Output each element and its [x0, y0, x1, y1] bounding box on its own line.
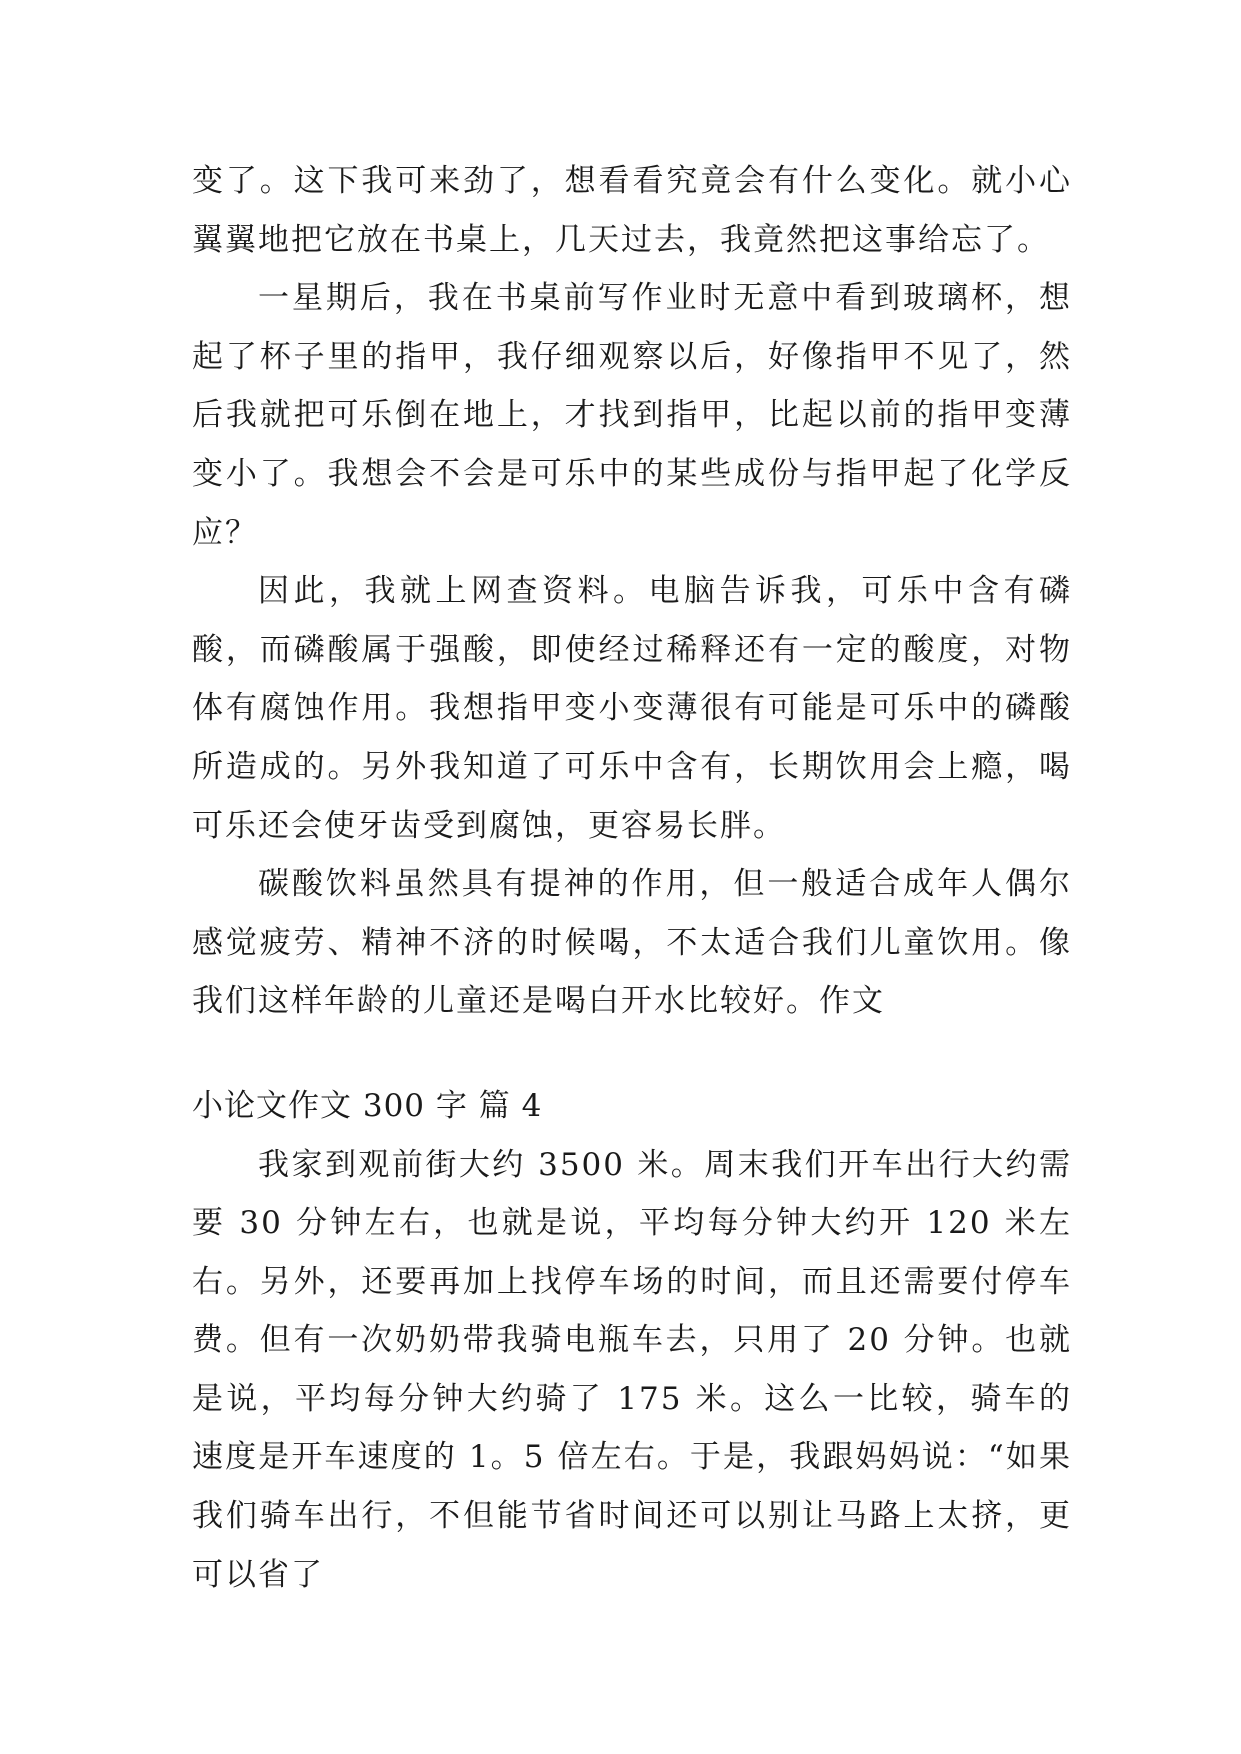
paragraph-travel-comparison: 我家到观前街大约 3500 米。周末我们开车出行大约需要 30 分钟左右，也就是说，平均每分钟大约开 120 米左右。另外，还要再加上找停车场的时间，而且还需要付停车费。但有一次奶奶带我骑电瓶车去，只用了 20 分钟。也就是说，平均每分钟大约骑了 175 米。这么一比较，骑车的速度是开车速度的 1。5 倍左右。于是，我跟妈妈说：“如果我们骑车出行，不但能节省时间还可以别让马路上太挤，更可以省了 — [192, 1146, 1072, 1593]
paragraph-observation: 一星期后，我在书桌前写作业时无意中看到玻璃杯，想起了杯子里的指甲，我仔细观察以后，好像指甲不见了，然后我就把可乐倒在地上，才找到指甲，比起以前的指甲变薄变小了。我想会不会是可乐中的某些成份与指甲起了化学反应？ — [192, 280, 1072, 551]
paragraph-conclusion: 碳酸饮料虽然具有提神的作用，但一般适合成年人偶尔感觉疲劳、精神不济的时候喝，不太适合我们儿童饮用。像我们这样年龄的儿童还是喝白开水比较好。作文 — [192, 866, 1072, 1020]
document-body — [192, 152, 1072, 1604]
section-heading: 小论文作文 300 字 篇 4 — [192, 1087, 543, 1124]
paragraph-continuation: 变了。这下我可来劲了，想看看究竟会有什么变化。就小心翼翼地把它放在书桌上，几天过去，我竟然把这事给忘了。 — [192, 163, 1072, 258]
section-spacer — [192, 1031, 1072, 1077]
paragraph-research: 因此，我就上网查资料。电脑告诉我，可乐中含有磷酸，而磷酸属于强酸，即使经过稀释还有一定的酸度，对物体有腐蚀作用。我想指甲变小变薄很有可能是可乐中的磷酸所造成的。另外我知道了可乐中含有，长期饮用会上瘾，喝可乐还会使牙齿受到腐蚀，更容易长胖。 — [192, 573, 1072, 844]
